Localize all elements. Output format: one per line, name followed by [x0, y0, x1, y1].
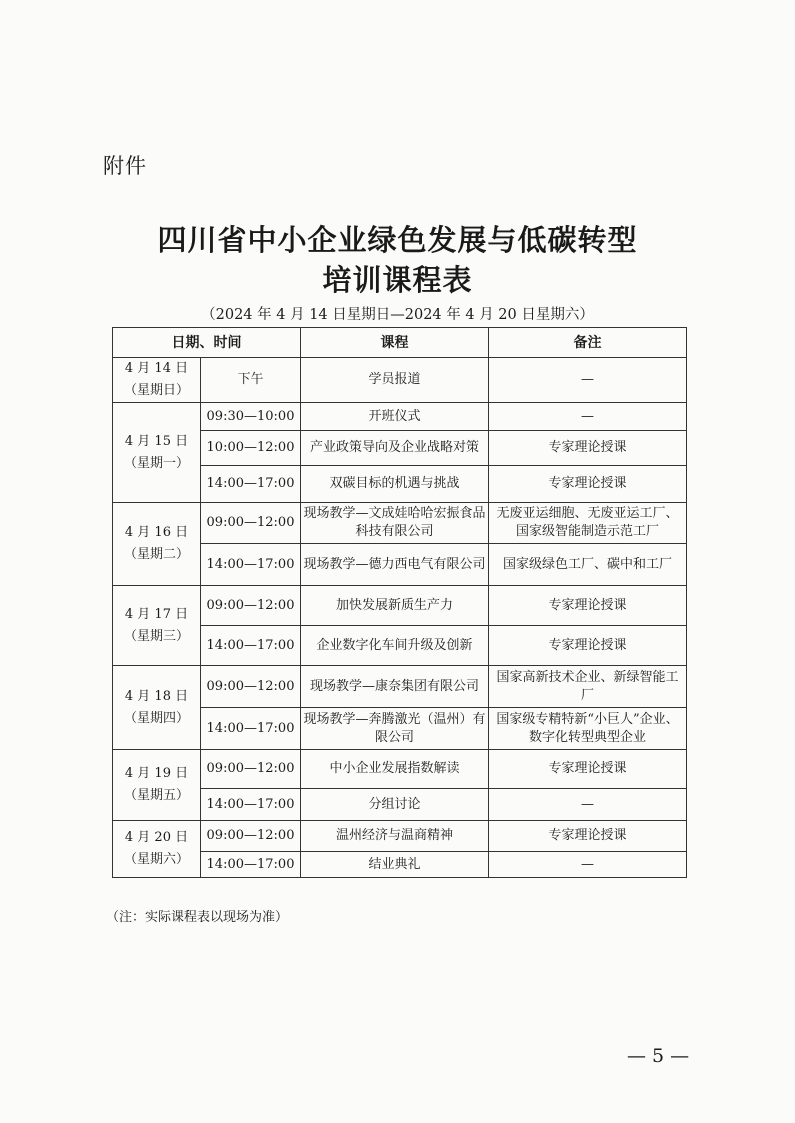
course-cell: 结业典礼	[301, 852, 489, 878]
table-row	[113, 821, 687, 852]
date-text: 4 月 15 日	[124, 433, 189, 449]
table-row	[113, 503, 687, 544]
course-cell: 学员报道	[301, 358, 489, 403]
table-row	[113, 358, 687, 403]
remark-cell: 国家高新技术企业、新绿智能工厂	[489, 666, 687, 708]
remark-cell: —	[489, 358, 687, 403]
footnote: （注：实际课程表以现场为准）	[106, 910, 289, 925]
table-row	[113, 586, 687, 626]
document-title: 四川省中小企业绿色发展与低碳转型	[157, 223, 638, 257]
date-cell	[113, 586, 201, 666]
header-remarks: 备注	[489, 328, 687, 358]
page-number: — 5 —	[627, 1045, 690, 1067]
time-cell: 10:00—12:00	[201, 431, 301, 466]
time-cell: 14:00—17:00	[201, 708, 301, 750]
remark-cell: 无废亚运细胞、无废亚运工厂、国家级智能制造示范工厂	[489, 503, 687, 544]
remark-cell: 专家理论授课	[489, 821, 687, 852]
header-course: 课程	[301, 328, 489, 358]
time-cell: 14:00—17:00	[201, 544, 301, 586]
course-cell: 企业数字化车间升级及创新	[301, 626, 489, 666]
remark-cell: 专家理论授课	[489, 750, 687, 789]
date-text: 4 月 17 日	[124, 606, 189, 622]
weekday-text: （星期三）	[123, 628, 189, 644]
time-cell: 14:00—17:00	[201, 466, 301, 503]
table-header-row	[113, 328, 687, 358]
schedule-table	[112, 327, 687, 878]
remark-cell: 专家理论授课	[489, 626, 687, 666]
attachment-label: 附件	[103, 154, 147, 178]
date-text: 4 月 14 日	[124, 361, 189, 376]
weekday-text: （星期一）	[123, 455, 189, 471]
time-cell: 09:00—12:00	[201, 821, 301, 852]
course-cell: 开班仪式	[301, 403, 489, 431]
time-cell: 09:30—10:00	[201, 403, 301, 431]
date-text: 4 月 18 日	[124, 688, 189, 704]
course-cell: 中小企业发展指数解读	[301, 750, 489, 789]
course-cell: 现场教学—德力西电气有限公司	[301, 544, 489, 586]
date-cell	[113, 821, 201, 878]
time-cell: 09:00—12:00	[201, 503, 301, 544]
date-cell	[113, 403, 201, 503]
remark-cell: 国家级绿色工厂、碳中和工厂	[489, 544, 687, 586]
date-text: 4 月 16 日	[124, 525, 189, 540]
remark-cell: 专家理论授课	[489, 431, 687, 466]
date-text: 4 月 20 日	[124, 830, 189, 845]
remark-cell: —	[489, 789, 687, 821]
document-title-line2: 培训课程表	[322, 263, 473, 297]
course-cell: 产业政策导向及企业战略对策	[301, 431, 489, 466]
date-text: 4 月 19 日	[124, 766, 189, 781]
course-cell: 温州经济与温商精神	[301, 821, 489, 852]
remark-cell: 专家理论授课	[489, 586, 687, 626]
remark-cell: —	[489, 852, 687, 878]
course-cell: 现场教学—康奈集团有限公司	[301, 666, 489, 708]
weekday-text: （星期二）	[123, 547, 189, 562]
weekday-text: （星期六）	[123, 852, 189, 867]
date-cell	[113, 666, 201, 750]
table-row	[113, 403, 687, 431]
remark-cell: 国家级专精特新“小巨人”企业、数字化转型典型企业	[489, 708, 687, 750]
weekday-text: （星期日）	[123, 383, 189, 398]
time-cell: 14:00—17:00	[201, 852, 301, 878]
course-cell: 现场教学—奔腾激光（温州）有限公司	[301, 708, 489, 750]
time-cell: 09:00—12:00	[201, 666, 301, 708]
table-row	[113, 666, 687, 708]
remark-cell: —	[489, 403, 687, 431]
date-range-subtitle: （2024 年 4 月 14 日星期日—2024 年 4 月 20 日星期六）	[201, 307, 594, 323]
date-cell	[113, 358, 201, 403]
time-cell: 09:00—12:00	[201, 586, 301, 626]
time-cell: 09:00—12:00	[201, 750, 301, 789]
time-cell: 下午	[201, 358, 301, 403]
time-cell: 14:00—17:00	[201, 789, 301, 821]
date-cell	[113, 750, 201, 821]
weekday-text: （星期五）	[123, 788, 189, 803]
table-row	[113, 750, 687, 789]
course-cell: 分组讨论	[301, 789, 489, 821]
course-cell: 现场教学—文成娃哈哈宏振食品科技有限公司	[301, 503, 489, 544]
time-cell: 14:00—17:00	[201, 626, 301, 666]
header-date-time: 日期、时间	[113, 328, 301, 358]
course-cell: 双碳目标的机遇与挑战	[301, 466, 489, 503]
remark-cell: 专家理论授课	[489, 466, 687, 503]
weekday-text: （星期四）	[123, 710, 189, 726]
course-cell: 加快发展新质生产力	[301, 586, 489, 626]
date-cell	[113, 503, 201, 586]
